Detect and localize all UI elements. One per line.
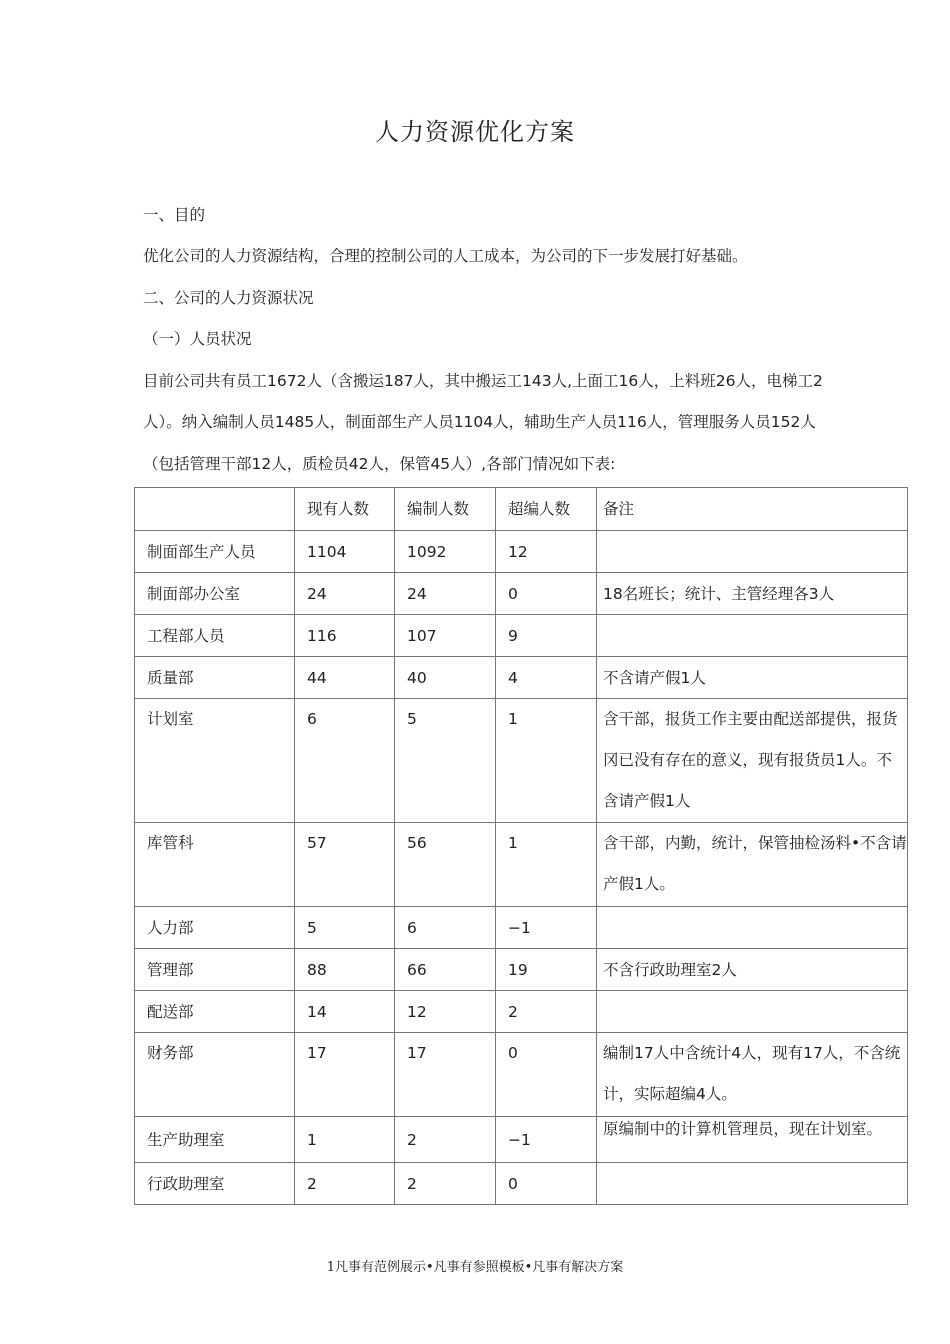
table-cell: 88: [295, 949, 395, 991]
table-cell: 不含行政助理室2人: [597, 949, 908, 991]
table-row: [135, 823, 908, 907]
table-cell: 工程部人员: [135, 615, 295, 657]
table-cell: 40: [395, 657, 496, 699]
header-cell: 编制人数: [395, 488, 496, 531]
page-footer: 1凡事有范例展示•凡事有参照模板•凡事有解决方案: [326, 1260, 624, 1275]
table-cell: 116: [295, 615, 395, 657]
table-cell: 4: [496, 657, 597, 699]
table-cell: 原编制中的计算机管理员，现在计划室。: [597, 1117, 908, 1163]
table-cell: 2: [295, 1163, 395, 1205]
table-row: [135, 657, 908, 699]
table-cell: 1092: [395, 531, 496, 573]
table-cell: [597, 615, 908, 657]
header-cell: 超编人数: [496, 488, 597, 531]
table-cell: 编制17人中含统计4人，现有17人，不含统计，实际超编4人。: [597, 1033, 908, 1117]
table-cell: 12: [395, 991, 496, 1033]
table-cell: 0: [496, 1163, 597, 1205]
table-row: [135, 615, 908, 657]
table-cell: 6: [295, 699, 395, 823]
table-cell: 1: [295, 1117, 395, 1163]
table-cell: [597, 1163, 908, 1205]
table-cell: 19: [496, 949, 597, 991]
subsection-heading-staff: （一）人员状况: [143, 330, 252, 348]
table-row: [135, 531, 908, 573]
table-cell: 12: [496, 531, 597, 573]
table-cell: 含干部，内勤，统计，保管抽检汤料•不含请产假1人。: [597, 823, 908, 907]
table-cell: 14: [295, 991, 395, 1033]
table-cell: 质量部: [135, 657, 295, 699]
table-cell: 制面部办公室: [135, 573, 295, 615]
table-cell: 5: [395, 699, 496, 823]
table-cell: [597, 531, 908, 573]
header-cell: [135, 488, 295, 531]
table-cell: 57: [295, 823, 395, 907]
table-cell: 44: [295, 657, 395, 699]
table-cell: [597, 991, 908, 1033]
table-row: [135, 949, 908, 991]
table-row: [135, 1163, 908, 1205]
paragraph-line-1: 目前公司共有员工1672人（含搬运187人，其中搬运工143人,上面工16人，上料班26人，电梯工2: [143, 372, 823, 390]
table-row: [135, 1117, 908, 1163]
table-header-row: [135, 488, 908, 531]
table-cell: 66: [395, 949, 496, 991]
table-cell: −1: [496, 1117, 597, 1163]
table-cell: 6: [395, 907, 496, 949]
table-cell: 人力部: [135, 907, 295, 949]
table-cell: 18名班长；统计、主管经理各3人: [597, 573, 908, 615]
table-cell: 17: [395, 1033, 496, 1117]
table-cell: 56: [395, 823, 496, 907]
table-row: [135, 1033, 908, 1117]
table-cell: 制面部生产人员: [135, 531, 295, 573]
table-cell: 17: [295, 1033, 395, 1117]
table-cell: 5: [295, 907, 395, 949]
table-cell: [597, 907, 908, 949]
table-row: [135, 573, 908, 615]
table-cell: 2: [496, 991, 597, 1033]
table-cell: 24: [395, 573, 496, 615]
table-cell: 0: [496, 573, 597, 615]
table-cell: 1104: [295, 531, 395, 573]
table-cell: 107: [395, 615, 496, 657]
table-cell: 库管科: [135, 823, 295, 907]
paragraph-line-3: （包括管理干部12人，质检员42人，保管45人）,各部门情况如下表:: [143, 455, 616, 473]
table-cell: 管理部: [135, 949, 295, 991]
table-cell: 生产助理室: [135, 1117, 295, 1163]
header-cell: 现有人数: [295, 488, 395, 531]
table-row: [135, 991, 908, 1033]
table-cell: 2: [395, 1117, 496, 1163]
document-title: 人力资源优化方案: [375, 118, 575, 146]
table-cell: 9: [496, 615, 597, 657]
purpose-text: 优化公司的人力资源结构，合理的控制公司的人工成本，为公司的下一步发展打好基础。: [143, 247, 748, 265]
table-row: [135, 699, 908, 823]
table-cell: 1: [496, 699, 597, 823]
table-cell: 行政助理室: [135, 1163, 295, 1205]
table-cell: 0: [496, 1033, 597, 1117]
table-cell: 1: [496, 823, 597, 907]
table-cell: 计划室: [135, 699, 295, 823]
section-heading-purpose: 一、目的: [143, 206, 206, 224]
table-cell: 2: [395, 1163, 496, 1205]
table-cell: 不含请产假1人: [597, 657, 908, 699]
section-heading-status: 二、公司的人力资源状况: [143, 289, 314, 307]
table-cell: 24: [295, 573, 395, 615]
table-cell: 含干部，报货工作主要由配送部提供，报货冈已没有存在的意义，现有报货员1人。不含请产假1人: [597, 699, 908, 823]
header-cell: 备注: [597, 488, 908, 531]
table-cell: 配送部: [135, 991, 295, 1033]
table-row: [135, 907, 908, 949]
table-cell: 财务部: [135, 1033, 295, 1117]
table-cell: −1: [496, 907, 597, 949]
staff-table: [134, 487, 908, 1205]
paragraph-line-2: 人）。纳入编制人员1485人，制面部生产人员1104人，辅助生产人员116人，管理服务人员152人: [143, 413, 816, 431]
